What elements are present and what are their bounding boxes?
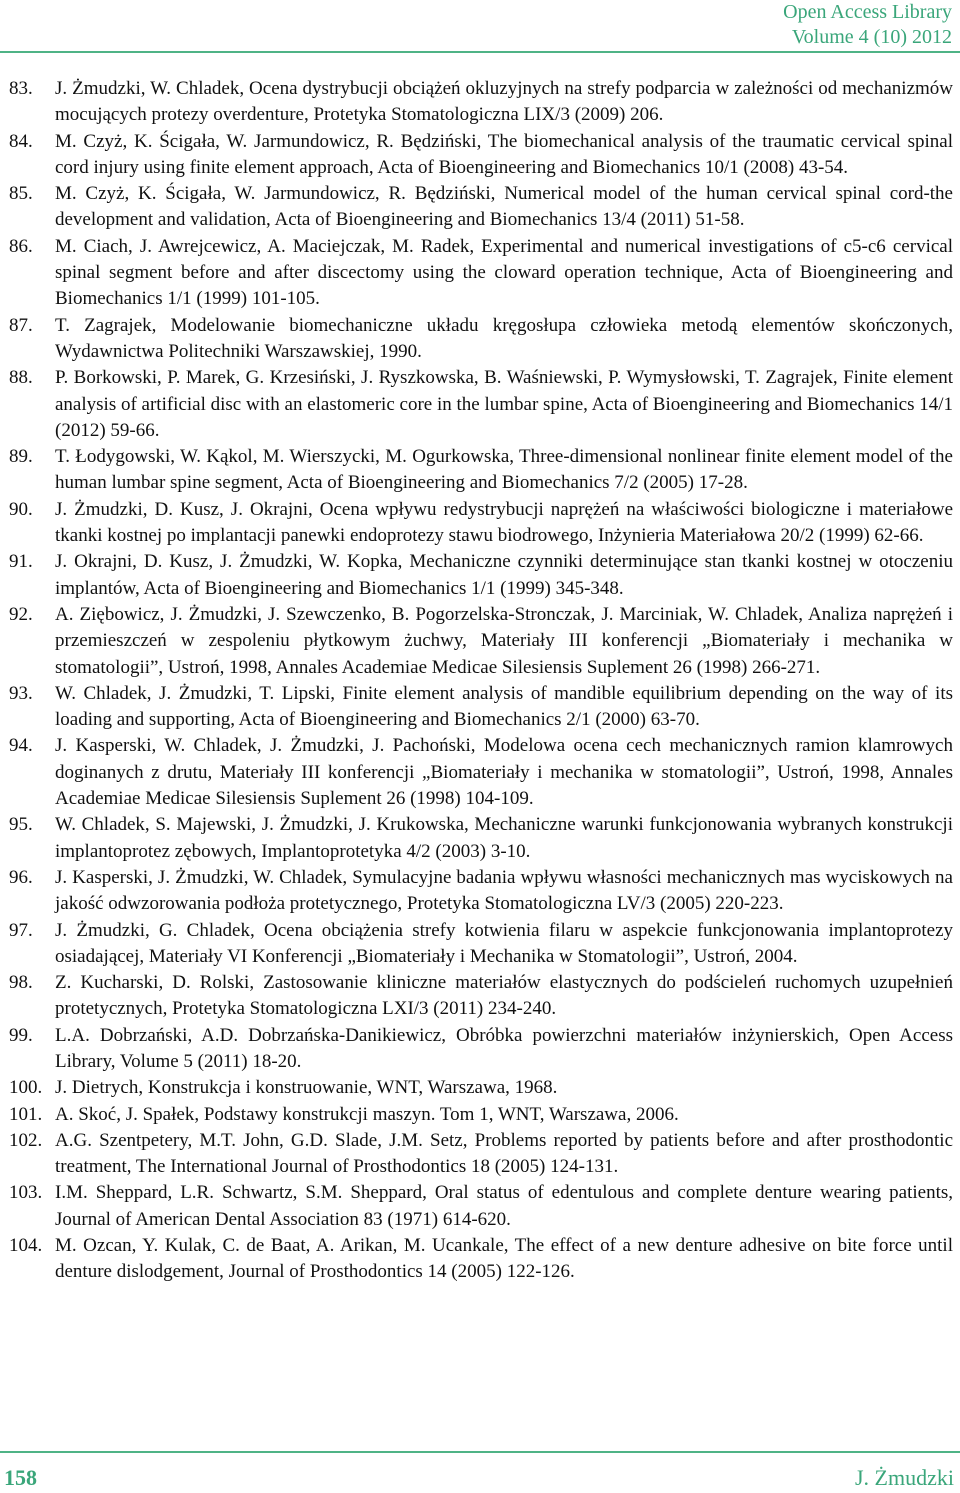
reference-number: 86. xyxy=(9,235,33,257)
reference-number: 83. xyxy=(9,78,33,99)
reference-text: M. Ciach, J. Awrejcewicz, A. Maciejczak, M. Radek, Experimental and numerical investigations of c5-c6 cervical spinal segment before and after discectomy using the cloward operation technique, Acta of Bioengineering and Biomechanics 1/1 (1999) 101-105. xyxy=(55,235,953,310)
reference-number: 93. xyxy=(9,682,33,704)
reference-text: J. Dietrych, Konstrukcja i konstruowanie, WNT, Warszawa, 1968. xyxy=(55,1077,558,1099)
reference-number: 103. xyxy=(9,1182,43,1204)
reference-item xyxy=(9,1102,953,1128)
reference-text: T. Zagrajek, Modelowanie biomechaniczne układu kręgosłupa człowieka metodą elementów skończonych, Wydawnictwa Politechniki Warszawskiej, 1990. xyxy=(55,314,953,362)
running-header xyxy=(783,0,952,50)
reference-text: J. Żmudzki, G. Chladek, Ocena obciążenia strefy kotwienia filaru w aspekcie funkcjonowania implantoprotezy osiadającej, Materiały VI Konferencji „Biomateriały i Mechanika w Stomatologii”, Ustroń, 2004. xyxy=(55,919,953,967)
page-number: 158 xyxy=(4,1465,37,1490)
reference-item xyxy=(9,365,953,444)
reference-list xyxy=(9,76,953,1286)
reference-item xyxy=(9,918,953,971)
header-divider xyxy=(0,51,960,53)
reference-item xyxy=(9,444,953,497)
reference-item xyxy=(9,549,953,602)
reference-number: 90. xyxy=(9,498,33,520)
footer-divider xyxy=(0,1451,960,1453)
reference-number: 98. xyxy=(9,972,33,994)
volume-info: Volume 4 (10) 2012 xyxy=(791,26,952,48)
reference-text: J. Żmudzki, D. Kusz, J. Okrajni, Ocena wpływu redystrybucji naprężeń na właściwości biologiczne i materiałowe tkanki kostnej po implantacji panewki endoprotezy stawu biodrowego, Inżynieria Materiałowa 20/2 (1999) 62-66. xyxy=(55,498,953,547)
reference-number: 104. xyxy=(9,1235,43,1257)
reference-number: 94. xyxy=(9,735,33,757)
reference-text: Z. Kucharski, D. Rolski, Zastosowanie kliniczne materiałów elastycznych do podścieleń ruchomych uzupełnień protetycznych, Protetyka Stomatologiczna LXI/3 (2011) 234-240. xyxy=(55,972,953,1020)
reference-item xyxy=(9,681,953,734)
reference-text: A.G. Szentpetery, M.T. John, G.D. Slade, J.M. Setz, Problems reported by patients before and after prosthodontic treatment, The International Journal of Prosthodontics 18 (2005) 124-131. xyxy=(55,1129,953,1178)
reference-item xyxy=(9,970,953,1023)
reference-number: 101. xyxy=(9,1103,43,1125)
reference-item xyxy=(9,181,953,234)
reference-text: M. Czyż, K. Ścigała, W. Jarmundowicz, R. Będziński, The biomechanical analysis of the traumatic cervical spinal cord injury using finite element approach, Acta of Bioengineering and Biomechanics 10/1 (2008) 43-54. xyxy=(55,130,953,178)
reference-item xyxy=(9,602,953,681)
reference-item xyxy=(9,812,953,865)
reference-item xyxy=(9,313,953,366)
reference-item xyxy=(9,76,953,129)
reference-number: 100. xyxy=(9,1077,43,1099)
reference-number: 96. xyxy=(9,866,33,888)
reference-item xyxy=(9,733,953,812)
reference-number: 95. xyxy=(9,814,33,836)
footer-author: J. Żmudzki xyxy=(855,1465,954,1490)
reference-text: J. Kasperski, W. Chladek, J. Żmudzki, J. Pachoński, Modelowa ocena cech mechanicznych ramion klamrowych doginanych z drutu, Materiały III konferencji „Biomateriały i mechanika w stomatologii”, Ustroń, 1998, Annales Academiae Medicae Silesiensis Suplement 26 (1998) 104-109. xyxy=(55,735,953,810)
reference-item xyxy=(9,497,953,550)
reference-number: 84. xyxy=(9,130,33,152)
reference-text: J. Kasperski, J. Żmudzki, W. Chladek, Symulacyjne badania wpływu własności mechanicznych mas wyciskowych na jakość odwzorowania podłoża protetycznego, Protetyka Stomatologiczna LV/3 (2005) 220-223. xyxy=(55,866,953,915)
reference-text: I.M. Sheppard, L.R. Schwartz, S.M. Sheppard, Oral status of edentulous and complete denture wearing patients, Journal of American Dental Association 83 (1971) 614-620. xyxy=(55,1182,953,1230)
reference-text: L.A. Dobrzański, A.D. Dobrzańska-Danikiewicz, Obróbka powierzchni materiałów inżynierskich, Open Access Library, Volume 5 (2011) 18-20. xyxy=(55,1024,953,1072)
reference-number: 92. xyxy=(9,603,33,625)
reference-number: 102. xyxy=(9,1129,43,1151)
reference-text: P. Borkowski, P. Marek, G. Krzesiński, J. Ryszkowska, B. Waśniewski, P. Wymysłowski, T. Zagrajek, Finite element analysis of artificial disc with an elastomeric core in the lumbar spine, Acta of Bioengineering and Biomechanics 14/1 (2012) 59-66. xyxy=(55,367,954,441)
reference-number: 97. xyxy=(9,919,33,941)
reference-item xyxy=(9,1023,953,1076)
reference-item xyxy=(9,1233,953,1286)
reference-text: A. Skoć, J. Spałek, Podstawy konstrukcji maszyn. Tom 1, WNT, Warszawa, 2006. xyxy=(55,1103,679,1125)
reference-text: W. Chladek, J. Żmudzki, T. Lipski, Finite element analysis of mandible equilibrium depending on the way of its loading and supporting, Acta of Bioengineering and Biomechanics 2/1 (2000) 63-70. xyxy=(55,682,953,731)
reference-item xyxy=(9,1128,953,1181)
reference-number: 91. xyxy=(9,551,33,573)
journal-name: Open Access Library xyxy=(783,1,952,23)
reference-item xyxy=(9,234,953,313)
reference-number: 88. xyxy=(9,367,33,389)
reference-number: 87. xyxy=(9,314,33,336)
reference-item xyxy=(9,129,953,182)
reference-text: W. Chladek, S. Majewski, J. Żmudzki, J. Krukowska, Mechaniczne warunki funkcjonowania wybranych konstrukcji implantoprotez zębowych, Implantoprotetyka 4/2 (2003) 3-10. xyxy=(55,814,953,862)
reference-text: J. Żmudzki, W. Chladek, Ocena dystrybucji obciążeń okluzyjnych na strefy podparcia w zależności od mechanizmów mocujących protezy overdenture, Protetyka Stomatologiczna LIX/3 (2009) 206. xyxy=(55,78,953,126)
reference-item xyxy=(9,865,953,918)
reference-item xyxy=(9,1075,953,1101)
reference-text: A. Ziębowicz, J. Żmudzki, J. Szewczenko, B. Pogorzelska-Stronczak, J. Marciniak, W. Chladek, Analiza naprężeń i przemieszczeń w zespoleniu płytkowym żuchwy, Materiały III konferencji „Biomateriały i mechanika w stomatologii”, Ustroń, 1998, Annales Academiae Medicae Silesiensis Suplement 26 (1998) 266-271. xyxy=(55,603,953,678)
reference-text: T. Łodygowski, W. Kąkol, M. Wierszycki, M. Ogurkowska, Three-dimensional nonlinear finite element model of the human lumbar spine segment, Acta of Bioengineering and Biomechanics 7/2 (2005) 17-28. xyxy=(55,446,953,494)
reference-number: 89. xyxy=(9,446,33,468)
reference-number: 99. xyxy=(9,1024,33,1046)
reference-text: J. Okrajni, D. Kusz, J. Żmudzki, W. Kopka, Mechaniczne czynniki determinujące stan tkanki kostnej w otoczeniu implantów, Acta of Bioengineering and Biomechanics 1/1 (1999) 345-348. xyxy=(55,551,953,599)
reference-item xyxy=(9,1180,953,1233)
reference-number: 85. xyxy=(9,183,33,205)
reference-text: M. Czyż, K. Ścigała, W. Jarmundowicz, R. Będziński, Numerical model of the human cervical spinal cord-the development and validation, Acta of Bioengineering and Biomechanics 13/4 (2011) 51-58. xyxy=(55,183,953,231)
reference-text: M. Ozcan, Y. Kulak, C. de Baat, A. Arikan, M. Ucankale, The effect of a new denture adhesive on bite force until denture dislodgement, Journal of Prosthodontics 14 (2005) 122-126. xyxy=(55,1235,953,1283)
